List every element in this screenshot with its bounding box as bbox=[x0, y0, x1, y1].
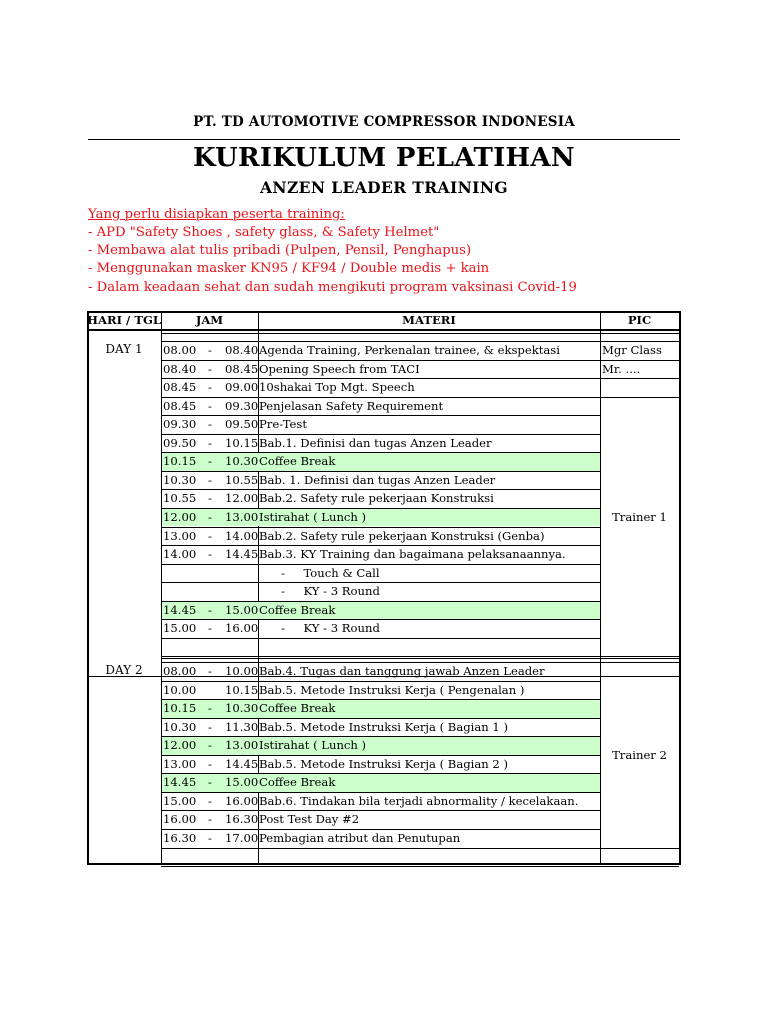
time-end: 14.45 bbox=[225, 756, 259, 771]
time-start: 13.00 bbox=[163, 756, 197, 771]
session-material: Coffee Break bbox=[259, 701, 336, 716]
session-material: Coffee Break bbox=[259, 454, 336, 469]
time-end bbox=[225, 564, 257, 583]
time-separator: - bbox=[208, 775, 212, 790]
session-material: Pembagian atribut dan Penutupan bbox=[259, 830, 461, 845]
session-pic: Mr. .... bbox=[602, 361, 641, 376]
time-separator: - bbox=[208, 343, 212, 357]
session-material: - KY - 3 Round bbox=[259, 584, 380, 599]
time-separator: - bbox=[208, 380, 212, 395]
session-material: Coffee Break bbox=[259, 602, 336, 617]
row-divider bbox=[161, 662, 679, 663]
time-start: 15.00 bbox=[163, 793, 197, 808]
time-separator: - bbox=[208, 602, 212, 617]
time-end: 09.00 bbox=[225, 380, 259, 395]
session-material: Istirahat ( Lunch ) bbox=[259, 738, 367, 753]
row-divider bbox=[161, 638, 600, 639]
time-end: 10.15 bbox=[225, 435, 259, 450]
trainer-label: Trainer 2 bbox=[612, 747, 667, 762]
time-start: 10.55 bbox=[163, 491, 197, 506]
header-material: MATERI bbox=[402, 313, 456, 327]
time-end bbox=[225, 582, 257, 601]
header-pic: PIC bbox=[627, 313, 652, 327]
session-material: Opening Speech from TACI bbox=[259, 361, 420, 376]
session-material: Pre-Test bbox=[259, 417, 308, 432]
time-separator: - bbox=[208, 472, 212, 487]
row-divider bbox=[600, 866, 679, 867]
session-pic: Mgr Class bbox=[602, 343, 662, 357]
time-start: 10.30 bbox=[163, 719, 197, 734]
preparation-item: - Membawa alat tulis pribadi (Pulpen, Pensil, Penghapus) bbox=[88, 243, 472, 259]
time-separator: - bbox=[208, 417, 212, 432]
time-end: 16.00 bbox=[225, 621, 259, 636]
time-start: 08.45 bbox=[163, 398, 197, 413]
session-material: Bab.6. Tindakan bila terjadi abnormality / kecelakaan. bbox=[259, 793, 579, 808]
session-material: Post Test Day #2 bbox=[259, 812, 360, 827]
document-subtitle: ANZEN LEADER TRAINING bbox=[259, 178, 509, 197]
document-title: KURIKULUM PELATIHAN bbox=[193, 143, 575, 173]
session-material: Bab. 1. Definisi dan tugas Anzen Leader bbox=[259, 472, 496, 487]
preparation-notes bbox=[88, 206, 577, 297]
time-start: 09.30 bbox=[163, 417, 197, 432]
company-name: PT. TD AUTOMOTIVE COMPRESSOR INDONESIA bbox=[193, 114, 575, 130]
time-separator: - bbox=[208, 793, 212, 808]
time-end: 09.30 bbox=[225, 398, 259, 413]
time-end: 12.00 bbox=[225, 491, 259, 506]
session-material: - KY - 3 Round bbox=[259, 621, 380, 636]
time-end: 13.00 bbox=[225, 509, 259, 524]
time-separator: - bbox=[208, 756, 212, 771]
session-material: Penjelasan Safety Requirement bbox=[259, 398, 444, 413]
time-start: 10.15 bbox=[163, 454, 197, 469]
preparation-heading: Yang perlu disiapkan peserta training: bbox=[88, 207, 345, 222]
row-divider bbox=[600, 341, 679, 342]
time-start: 16.00 bbox=[163, 812, 197, 827]
header-divider bbox=[88, 139, 680, 140]
row-divider bbox=[600, 848, 679, 849]
time-start: 16.30 bbox=[163, 830, 197, 845]
time-separator: - bbox=[208, 830, 212, 845]
time-separator: - bbox=[208, 701, 212, 716]
time-end: 17.00 bbox=[225, 830, 259, 845]
training-schedule-table bbox=[87, 311, 681, 865]
preparation-item: - Dalam keadaan sehat dan sudah mengikuti program vaksinasi Covid-19 bbox=[88, 279, 577, 295]
time-start: 14.45 bbox=[163, 602, 197, 617]
time-separator: - bbox=[208, 454, 212, 469]
time-start: 10.00 bbox=[163, 682, 197, 697]
session-material: Bab.4. Tugas dan tanggung jawab Anzen Leader bbox=[259, 664, 545, 678]
time-start: 08.45 bbox=[163, 380, 197, 395]
day-label: DAY 2 bbox=[105, 663, 143, 677]
session-material: Bab.2. Safety rule pekerjaan Konstruksi (Genba) bbox=[259, 528, 545, 543]
session-material: Coffee Break bbox=[259, 775, 336, 790]
time-end: 10.30 bbox=[225, 701, 259, 716]
time-start: 13.00 bbox=[163, 528, 197, 543]
row-divider bbox=[161, 848, 600, 849]
time-end: 16.00 bbox=[225, 793, 259, 808]
time-end: 15.00 bbox=[225, 602, 259, 617]
time-separator: - bbox=[208, 361, 212, 376]
time-separator: - bbox=[208, 435, 212, 450]
row-divider bbox=[600, 378, 679, 379]
session-material: Bab.5. Metode Instruksi Kerja ( Bagian 2 ) bbox=[259, 756, 509, 771]
time-separator: - bbox=[208, 738, 212, 753]
time-end: 10.30 bbox=[225, 454, 259, 469]
time-start: 08.00 bbox=[163, 664, 197, 678]
time-start: 14.00 bbox=[163, 547, 197, 562]
time-start: 12.00 bbox=[163, 738, 197, 753]
time-separator: - bbox=[208, 812, 212, 827]
preparation-item: - Menggunakan masker KN95 / KF94 / Double medis + kain bbox=[88, 261, 490, 277]
session-material: Bab.5. Metode Instruksi Kerja ( Pengenalan ) bbox=[259, 682, 525, 697]
time-end: 11.30 bbox=[225, 719, 259, 734]
header-time: JAM bbox=[195, 313, 224, 327]
time-start: 15.00 bbox=[163, 621, 197, 636]
session-material: Bab.1. Definisi dan tugas Anzen Leader bbox=[259, 435, 492, 450]
time-start: 09.50 bbox=[163, 435, 197, 450]
row-divider bbox=[87, 676, 679, 677]
time-start: 08.00 bbox=[163, 343, 197, 357]
time-start: 10.15 bbox=[163, 701, 197, 716]
session-material: - Touch & Call bbox=[259, 565, 380, 580]
row-divider bbox=[87, 329, 679, 331]
time-separator: - bbox=[208, 491, 212, 506]
row-divider bbox=[600, 360, 679, 361]
row-divider bbox=[161, 658, 679, 659]
time-end: 08.40 bbox=[225, 343, 259, 357]
time-end: 14.00 bbox=[225, 528, 259, 543]
session-material: Bab.2. Safety rule pekerjaan Konstruksi bbox=[259, 491, 494, 506]
time-end: 15.00 bbox=[225, 775, 259, 790]
time-start: 12.00 bbox=[163, 509, 197, 524]
session-material: Bab.5. Metode Instruksi Kerja ( Bagian 1 ) bbox=[259, 719, 509, 734]
session-material: 10shakai Top Mgt. Speech bbox=[259, 380, 415, 395]
header-day: HARI / TGL bbox=[87, 313, 161, 327]
time-end: 10.15 bbox=[225, 682, 259, 697]
time-separator: - bbox=[208, 509, 212, 524]
time-separator: - bbox=[208, 547, 212, 562]
time-end: 10.00 bbox=[225, 664, 259, 678]
row-divider bbox=[161, 333, 679, 334]
day-label: DAY 1 bbox=[105, 342, 143, 356]
time-end: 16.30 bbox=[225, 812, 259, 827]
session-material: Istirahat ( Lunch ) bbox=[259, 509, 367, 524]
time-separator: - bbox=[208, 719, 212, 734]
time-start: 10.30 bbox=[163, 472, 197, 487]
row-divider bbox=[600, 397, 679, 398]
time-separator: - bbox=[208, 398, 212, 413]
time-end: 14.45 bbox=[225, 547, 259, 562]
time-end: 08.45 bbox=[225, 361, 259, 376]
session-material: Bab.3. KY Training dan bagaimana pelaksanaannya. bbox=[259, 547, 566, 562]
time-start: 14.45 bbox=[163, 775, 197, 790]
time-end: 09.50 bbox=[225, 417, 259, 432]
time-separator: - bbox=[208, 664, 212, 678]
time-start: 08.40 bbox=[163, 361, 197, 376]
column-divider bbox=[600, 311, 601, 863]
preparation-item: - APD "Safety Shoes , safety glass, & Safety Helmet" bbox=[88, 225, 440, 240]
row-divider bbox=[161, 866, 600, 867]
time-separator: - bbox=[208, 621, 212, 636]
session-material: Agenda Training, Perkenalan trainee, & ekspektasi bbox=[259, 343, 560, 357]
time-end: 10.55 bbox=[225, 472, 259, 487]
trainer-label: Trainer 1 bbox=[612, 510, 667, 525]
time-separator: - bbox=[208, 528, 212, 543]
time-end: 13.00 bbox=[225, 738, 259, 753]
